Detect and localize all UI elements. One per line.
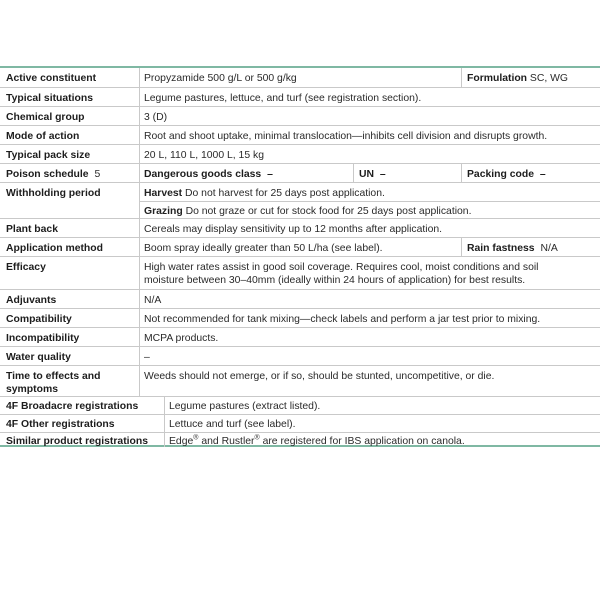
registered-mark-edge: ® — [193, 434, 199, 442]
packing-code-cell — [461, 164, 600, 182]
label-compatibility: Compatibility — [6, 314, 72, 325]
row-typical-situations — [0, 87, 600, 106]
row-other-registrations — [0, 414, 600, 432]
label-application-method: Application method — [6, 243, 103, 254]
row-poison-schedule — [0, 163, 600, 182]
value-efficacy — [139, 257, 599, 289]
label-active-constituent: Active constituent — [6, 73, 97, 84]
label-plant-back: Plant back — [6, 224, 58, 235]
label-other-registrations: 4F Other registrations — [6, 419, 115, 430]
row-water-quality — [0, 346, 600, 365]
value-chemical-group: 3 (D) — [144, 112, 168, 123]
row-typical-pack-size — [0, 144, 600, 163]
row-mode-of-action — [0, 125, 600, 144]
value-efficacy-line1: High water rates assist in good soil coverage. Requires cool, moist conditions and soil — [144, 262, 539, 273]
value-rain-fastness: N/A — [540, 243, 558, 254]
value-plant-back: Cereals may display sensitivity up to 12 months after application. — [144, 224, 443, 235]
label-mode-of-action: Mode of action — [6, 131, 80, 142]
label-formulation: Formulation — [467, 73, 528, 84]
row-active-constituent — [0, 68, 600, 87]
value-active-constituent: Propyzamide 500 g/L or 500 g/kg — [144, 73, 297, 84]
label-time-to-effects-line1: Time to effects and — [6, 371, 101, 382]
registered-mark-rustler: ® — [254, 434, 260, 442]
label-time-to-effects — [0, 366, 138, 396]
row-compatibility — [0, 308, 600, 327]
label-water-quality: Water quality — [6, 352, 71, 363]
value-mode-of-action: Root and shoot uptake, minimal translocation—inhibits cell division and disrupts growth. — [144, 131, 548, 142]
value-grazing: Do not graze or cut for stock food for 25 days post application. — [185, 206, 472, 217]
value-time-to-effects: Weeds should not emerge, or if so, should be stunted, uncompetitive, or die. — [144, 371, 495, 382]
value-typical-situations: Legume pastures, lettuce, and turf (see registration section). — [144, 93, 422, 104]
row-chemical-group — [0, 106, 600, 125]
label-adjuvants: Adjuvants — [6, 295, 57, 306]
row-incompatibility — [0, 327, 600, 346]
row-withholding-period — [0, 182, 600, 218]
value-application-method: Boom spray ideally greater than 50 L/ha (see label). — [144, 243, 383, 254]
similar-registration-text: are registered for IBS application on canola. — [262, 436, 465, 447]
label-broadacre-registrations: 4F Broadacre registrations — [6, 401, 139, 412]
harvest-cell — [139, 183, 599, 201]
value-formulation: SC, WG — [529, 73, 569, 84]
label-chemical-group: Chemical group — [6, 112, 85, 123]
label-time-to-effects-line2: symptoms — [6, 384, 58, 395]
poison-schedule-cell — [0, 164, 138, 182]
value-dangerous-goods: – — [267, 169, 273, 180]
label-rain-fastness: Rain fastness — [467, 243, 535, 254]
label-similar-product-registrations: Similar product registrations — [6, 436, 149, 447]
value-broadacre-registrations: Legume pastures (extract listed). — [169, 401, 321, 412]
row-adjuvants — [0, 289, 600, 308]
value-typical-pack-size: 20 L, 110 L, 1000 L, 15 kg — [144, 150, 264, 161]
label-withholding-period: Withholding period — [6, 188, 101, 199]
value-incompatibility: MCPA products. — [144, 333, 219, 344]
row-similar-product-registrations — [0, 432, 600, 447]
grazing-cell — [139, 201, 599, 218]
value-un: – — [379, 169, 386, 180]
product-edge: Edge — [169, 436, 194, 447]
value-water-quality: – — [144, 352, 150, 363]
value-adjuvants: N/A — [144, 295, 162, 306]
row-plant-back — [0, 218, 600, 237]
label-grazing: Grazing — [144, 206, 183, 217]
value-similar-product-registrations — [164, 433, 599, 447]
label-typical-situations: Typical situations — [6, 93, 93, 104]
row-efficacy — [0, 256, 600, 289]
label-dangerous-goods: Dangerous goods class — [144, 169, 262, 180]
value-efficacy-line2: moisture between 30–40mm (ideally within 24 hours of application) for best results. — [144, 275, 526, 286]
product-rustler: Rustler — [221, 436, 255, 447]
dangerous-goods-cell — [139, 164, 352, 182]
label-efficacy: Efficacy — [6, 262, 46, 273]
row-time-to-effects — [0, 365, 600, 396]
label-un: UN — [359, 169, 375, 180]
product-info-table — [0, 66, 600, 447]
label-packing-code: Packing code — [467, 169, 534, 180]
label-typical-pack-size: Typical pack size — [6, 150, 91, 161]
and-text: and — [201, 436, 219, 447]
formulation-cell — [461, 68, 600, 87]
un-cell — [353, 164, 460, 182]
value-poison-schedule: 5 — [94, 169, 101, 180]
label-incompatibility: Incompatibility — [6, 333, 80, 344]
row-broadacre-registrations — [0, 396, 600, 414]
value-harvest: Do not harvest for 25 days post application. — [185, 188, 385, 199]
value-packing-code: – — [539, 169, 546, 180]
value-other-registrations: Lettuce and turf (see label). — [169, 419, 296, 430]
row-application-method — [0, 237, 600, 256]
rain-fastness-cell — [461, 238, 600, 256]
label-poison-schedule: Poison schedule — [6, 169, 89, 180]
label-harvest: Harvest — [144, 188, 183, 199]
value-compatibility: Not recommended for tank mixing—check labels and perform a jar test prior to mixing. — [144, 314, 541, 325]
